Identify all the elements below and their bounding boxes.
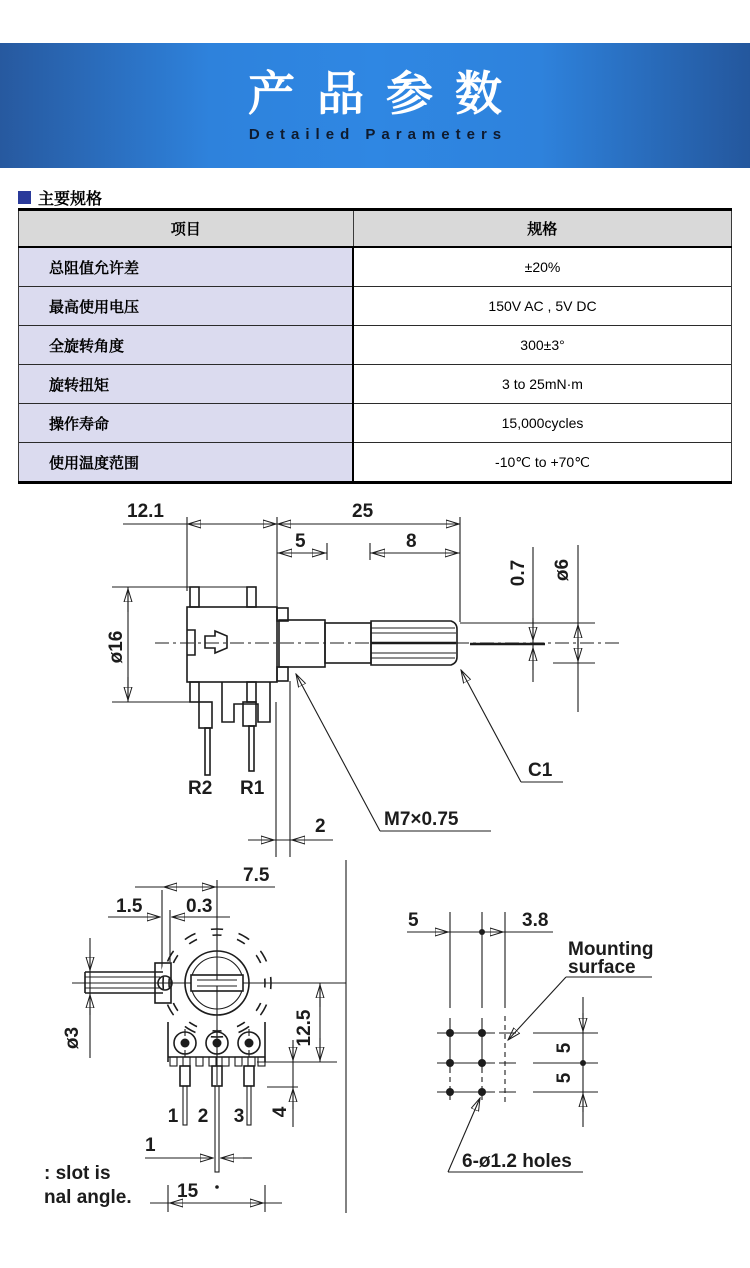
pin-3-label: 3 [233,1106,245,1127]
dim-8-label: 8 [406,531,417,552]
section-heading [18,186,102,209]
mounting-surface-label-1: Mounting [568,939,654,960]
front-view-drawing [44,860,346,1213]
holes-callout-label: 6-ø1.2 holes [462,1151,572,1172]
spec-value: 150V AC , 5V DC [353,287,732,326]
spec-value: -10℃ to +70℃ [353,443,732,483]
table-row [19,365,732,404]
spec-item: 总阻值允许差 [19,247,354,287]
banner-title: 产品参数 [248,67,524,120]
spec-item: 最高使用电压 [19,287,354,326]
spec-item: 操作寿命 [19,404,354,443]
spec-item: 使用温度范围 [19,443,354,483]
spec-value: 15,000cycles [353,404,732,443]
spec-item: 旋转扭矩 [19,365,354,404]
terminal-holes [174,1029,260,1057]
note-line-1: : slot is [44,1163,111,1184]
table-row [19,404,732,443]
thread-label: M7×0.75 [384,809,459,830]
dim-12-1-label: 12.1 [127,501,164,522]
label-r1: R1 [240,778,265,799]
section-heading-label: 主要规格 [38,191,103,208]
dim-4-label: 4 [270,1106,291,1118]
dim-3-8-label: 3.8 [522,910,549,931]
dim-d6-label: ø6 [552,558,573,582]
mounting-surface-label-2: surface [568,957,636,978]
spec-value: 3 to 25mN·m [353,365,732,404]
dim-0-7-label: 0.7 [508,559,529,587]
dim-5-right-1-label: 5 [554,1042,575,1054]
dim-1-5-label: 1.5 [116,896,143,917]
dim-1-label: 1 [145,1135,156,1156]
mounting-view-drawing [407,910,653,1172]
pin-2-label: 2 [197,1106,209,1127]
spec-table [18,208,732,484]
table-header-row [19,210,732,248]
dim-5-label: 5 [295,531,306,552]
pin-1-label: 1 [167,1106,179,1127]
spec-item: 全旋转角度 [19,326,354,365]
banner [0,43,750,168]
col-header-spec: 规格 [353,210,732,248]
table-row [19,287,732,326]
dim-d3-label: ø3 [62,1026,83,1050]
banner-subtitle: Detailed Parameters [248,126,508,143]
col-header-item: 项目 [19,210,354,248]
label-r2: R2 [188,778,213,799]
table-row [19,247,732,287]
side-view-drawing [106,501,620,857]
dim-5-right-2-label: 5 [554,1072,575,1084]
dim-0-3-label: 0.3 [186,896,213,917]
technical-drawing [0,460,750,1268]
spec-value: ±20% [353,247,732,287]
dim-7-5-label: 7.5 [243,865,270,886]
table-row [19,326,732,365]
chamfer-label: C1 [528,760,553,781]
dim-12-5-label: 12.5 [294,1009,315,1047]
dim-2-label: 2 [315,816,326,837]
dim-5-top-label: 5 [408,910,419,931]
section-bullet-icon [18,191,31,204]
note-line-2: nal angle. [44,1187,132,1208]
spec-value: 300±3° [353,326,732,365]
dim-d16-label: ø16 [106,630,127,664]
dim-25-label: 25 [352,501,374,522]
dim-15-label: 15 [177,1181,199,1202]
